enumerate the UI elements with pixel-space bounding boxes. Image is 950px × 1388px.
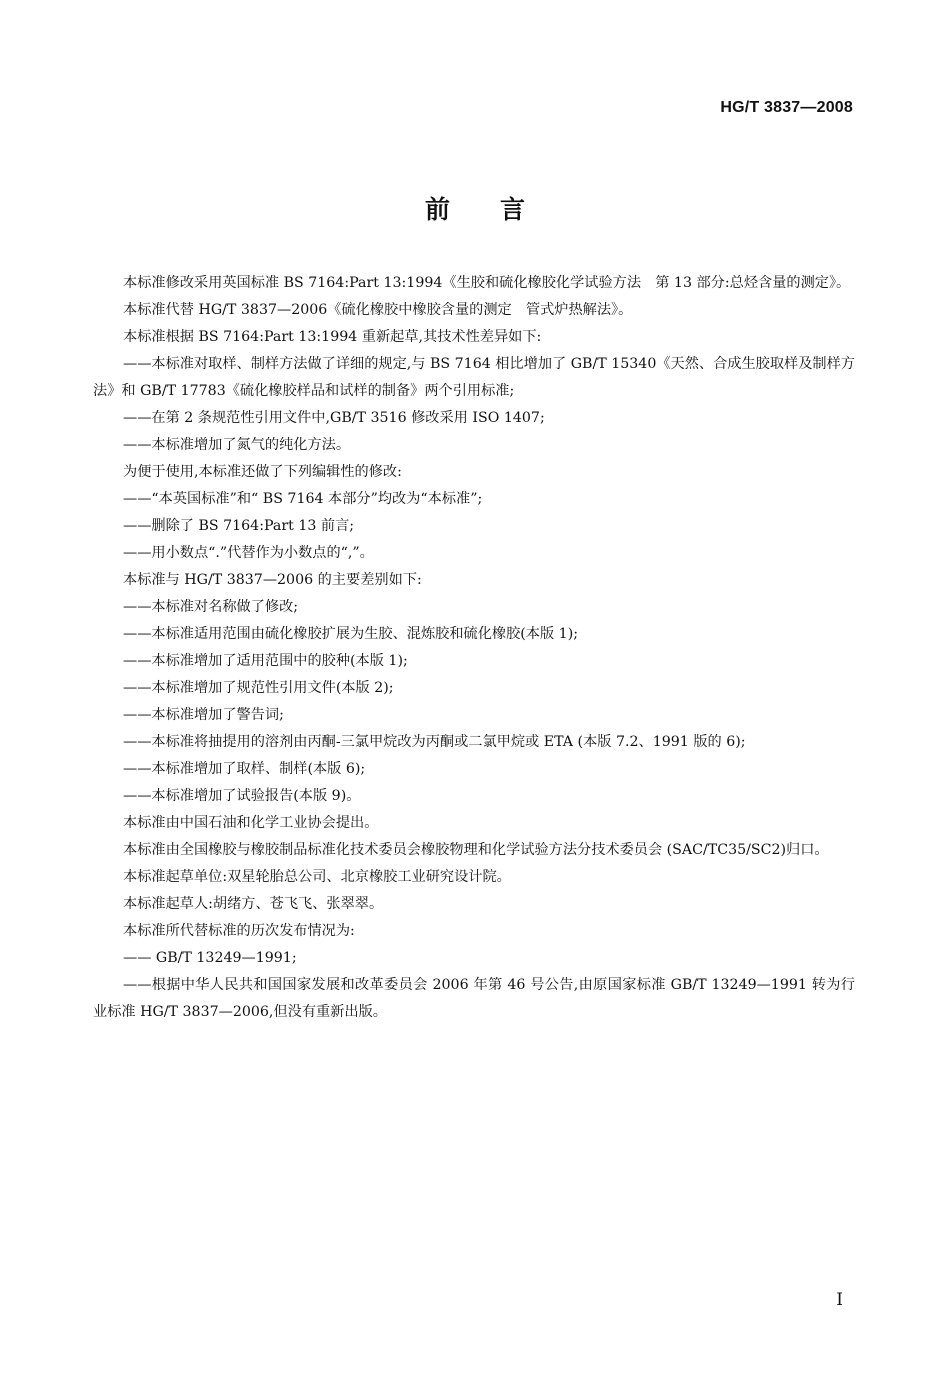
list-item: ——本标准增加了警告词;	[123, 707, 284, 723]
standard-code: HG/T 3837—2008	[720, 99, 853, 116]
paragraph-drafters: 本标准起草人:胡绪方、苍飞飞、张翠翠。	[123, 896, 384, 912]
paragraph-technical-differences-intro: 本标准根据 BS 7164:Part 13:1994 重新起草,其技术性差异如下:	[123, 329, 542, 345]
list-item: ——在第 2 条规范性引用文件中,GB/T 3516 修改采用 ISO 1407;	[123, 410, 545, 426]
paragraph-main-differences-intro: 本标准与 HG/T 3837—2006 的主要差别如下:	[123, 572, 422, 588]
list-item: ——本标准增加了规范性引用文件(本版 2);	[123, 680, 394, 696]
paragraph-editorial-intro: 为便于使用,本标准还做了下列编辑性的修改:	[123, 464, 402, 480]
list-item: —— GB/T 13249—1991;	[123, 950, 297, 966]
list-item: ——本标准对取样、制样方法做了详细的规定,与 BS 7164 相比增加了 GB/T 15340《天然、合成生胶取样及制样方法》和 GB/T 17783《硫化橡胶样品和试样的制备》两个引用标准;	[93, 356, 855, 399]
paragraph-history-intro: 本标准所代替标准的历次发布情况为:	[123, 923, 355, 939]
list-item: ——本标准增加了取样、制样(本版 6);	[123, 761, 366, 777]
list-item: ——本标准增加了氮气的纯化方法。	[123, 437, 351, 453]
list-item: ——本标准增加了试验报告(本版 9)。	[123, 788, 361, 804]
list-item: ——本标准将抽提用的溶剂由丙酮-三氯甲烷改为丙酮或二氯甲烷或 ETA (本版 7.2、1991 版的 6);	[123, 734, 746, 750]
list-item: ——删除了 BS 7164:Part 13 前言;	[123, 518, 355, 534]
paragraph-proposed-by: 本标准由中国石油和化学工业协会提出。	[123, 815, 379, 831]
list-item: ——本标准对名称做了修改;	[123, 599, 299, 615]
paragraph-adoption: 本标准修改采用英国标准 BS 7164:Part 13:1994《生胶和硫化橡胶化学试验方法 第 13 部分:总烃含量的测定》。	[123, 275, 851, 291]
list-item: ——本标准适用范围由硫化橡胶扩展为生胶、混炼胶和硫化橡胶(本版 1);	[123, 626, 579, 642]
list-item: ——用小数点“.”代替作为小数点的“,”。	[123, 545, 374, 561]
paragraph-drafting-units: 本标准起草单位:双星轮胎总公司、北京橡胶工业研究设计院。	[123, 869, 511, 885]
list-item: ——根据中华人民共和国国家发展和改革委员会 2006 年第 46 号公告,由原国家标准 GB/T 13249—1991 转为行业标准 HG/T 3837—2006,但没有重新出版。	[93, 977, 855, 1020]
paragraph-replaces: 本标准代替 HG/T 3837—2006《硫化橡胶中橡胶含量的测定 管式炉热解法》。	[123, 302, 633, 318]
list-item: ——“本英国标准”和“ BS 7164 本部分”均改为“本标准”;	[123, 491, 483, 507]
list-item: ——本标准增加了适用范围中的胶种(本版 1);	[123, 653, 408, 669]
paragraph-centralized-by: 本标准由全国橡胶与橡胶制品标准化技术委员会橡胶物理和化学试验方法分技术委员会 (SAC/TC35/SC2)归口。	[123, 842, 829, 858]
page-title: 前言	[424, 195, 575, 224]
page-number: I	[836, 1290, 843, 1310]
foreword-body	[93, 270, 855, 1026]
